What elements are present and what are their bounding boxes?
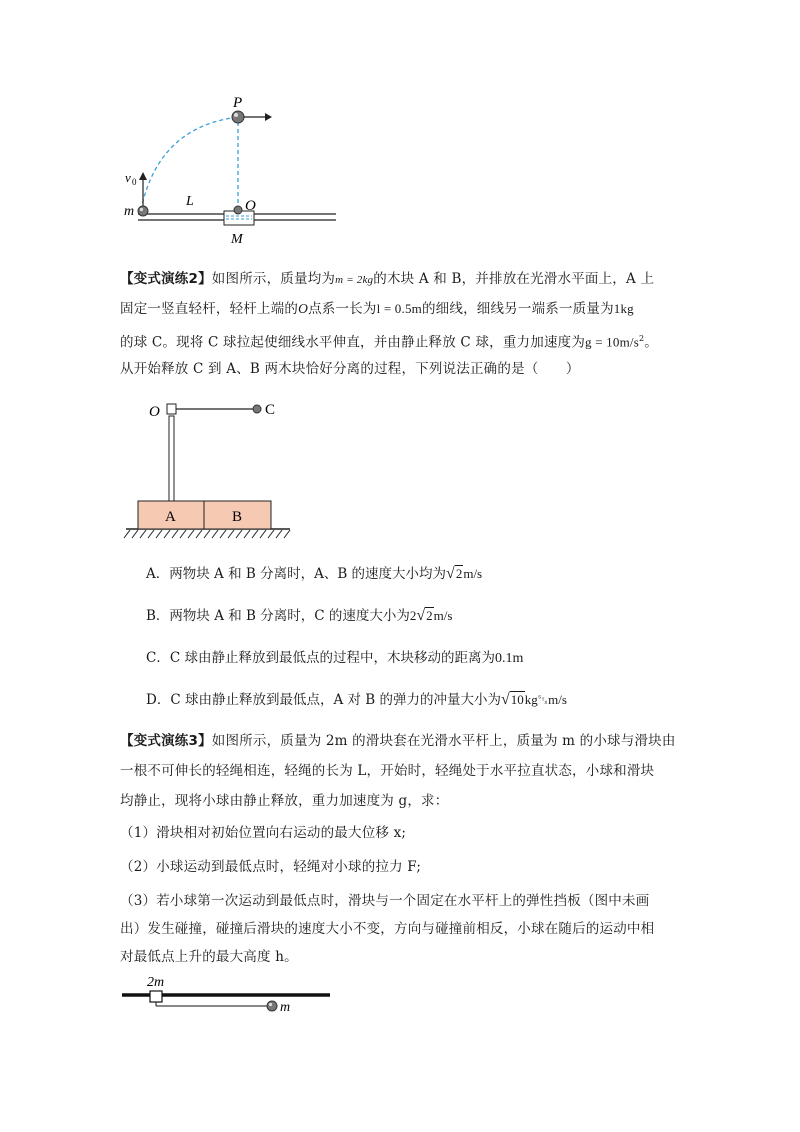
label-O: O bbox=[245, 198, 256, 214]
label-2m: 2m bbox=[147, 975, 165, 990]
figure-blocks-pendulum bbox=[122, 392, 292, 542]
label-O2: O bbox=[149, 404, 160, 420]
ex3-q1: （1）滑块相对初始位置向右运动的最大位移 x; bbox=[120, 825, 407, 841]
label-v0: v bbox=[125, 170, 131, 185]
option-b[interactable]: B．两物块 A 和 B 分离时，C 的速度大小为2√2m/s bbox=[146, 607, 453, 624]
ex2-line4: 从开始释放 C 到 A、B 两木块恰好分离的过程，下列说法正确的是（ ） bbox=[120, 361, 580, 377]
ex3-line3: 均静止，现将小球由静止释放，重力加速度为 g，求： bbox=[120, 793, 449, 809]
figure-projectile bbox=[118, 92, 348, 252]
ex3-q3-line2: 出）发生碰撞，碰撞后滑块的速度大小不变，方向与碰撞前相反，小球在随后的运动中相 bbox=[120, 921, 655, 937]
label-A: A bbox=[165, 509, 176, 525]
option-a[interactable]: A．两物块 A 和 B 分离时，A、B 的速度大小均为√2m/s bbox=[146, 565, 483, 582]
label-m: m bbox=[124, 204, 135, 219]
label-L: L bbox=[186, 194, 194, 209]
ex2-line1: 【变式演练2】如图所示，质量均为m = 2kg的木块 A 和 B，并排放在光滑水平面上，A 上 bbox=[120, 271, 655, 287]
label-B: B bbox=[232, 509, 243, 525]
ex3-q2: （2）小球运动到最低点时，轻绳对小球的拉力 F; bbox=[120, 859, 422, 875]
option-d[interactable]: D．C 球由静止释放到最低点，A 对 B 的弹力的冲量大小为√10kg␂m/s bbox=[146, 691, 567, 708]
label-v0-sub: 0 bbox=[132, 177, 137, 187]
ex3-q3-line3: 对最低点上升的最大高度 h。 bbox=[120, 949, 298, 965]
label-M: M bbox=[231, 232, 243, 247]
ex3-line2: 一根不可伸长的轻绳相连，轻绳的长为 L，开始时，轻绳处于水平拉直状态，小球和滑块 bbox=[120, 763, 655, 779]
label-C: C bbox=[265, 402, 276, 418]
ex3-q3-line1: （3）若小球第一次运动到最低点时，滑块与一个固定在水平杆上的弹性挡板（图中未画 bbox=[120, 893, 650, 909]
option-c[interactable]: C．C 球由静止释放到最低点的过程中，木块移动的距离为0.1m bbox=[146, 650, 524, 666]
figure-slider-ball bbox=[120, 972, 340, 1022]
ex3-tag: 【变式演练3】 bbox=[120, 733, 212, 749]
label-p: P bbox=[233, 95, 243, 111]
ex2-line2: 固定一竖直轻杆，轻杆上端的O点系一长为l = 0.5m的细线，细线另一端系一质量为1kg bbox=[120, 301, 634, 317]
label-m3: m bbox=[280, 1000, 291, 1015]
ex3-line1: 【变式演练3】如图所示，质量为 2m 的滑块套在光滑水平杆上，质量为 m 的小球与滑块由 bbox=[120, 733, 676, 749]
ex2-line3: 的球 C。现将 C 球拉起使细线水平伸直，并由静止释放 C 球，重力加速度为$g = 10m/s^2$。 bbox=[120, 334, 658, 351]
ex2-tag: 【变式演练2】 bbox=[120, 271, 212, 287]
